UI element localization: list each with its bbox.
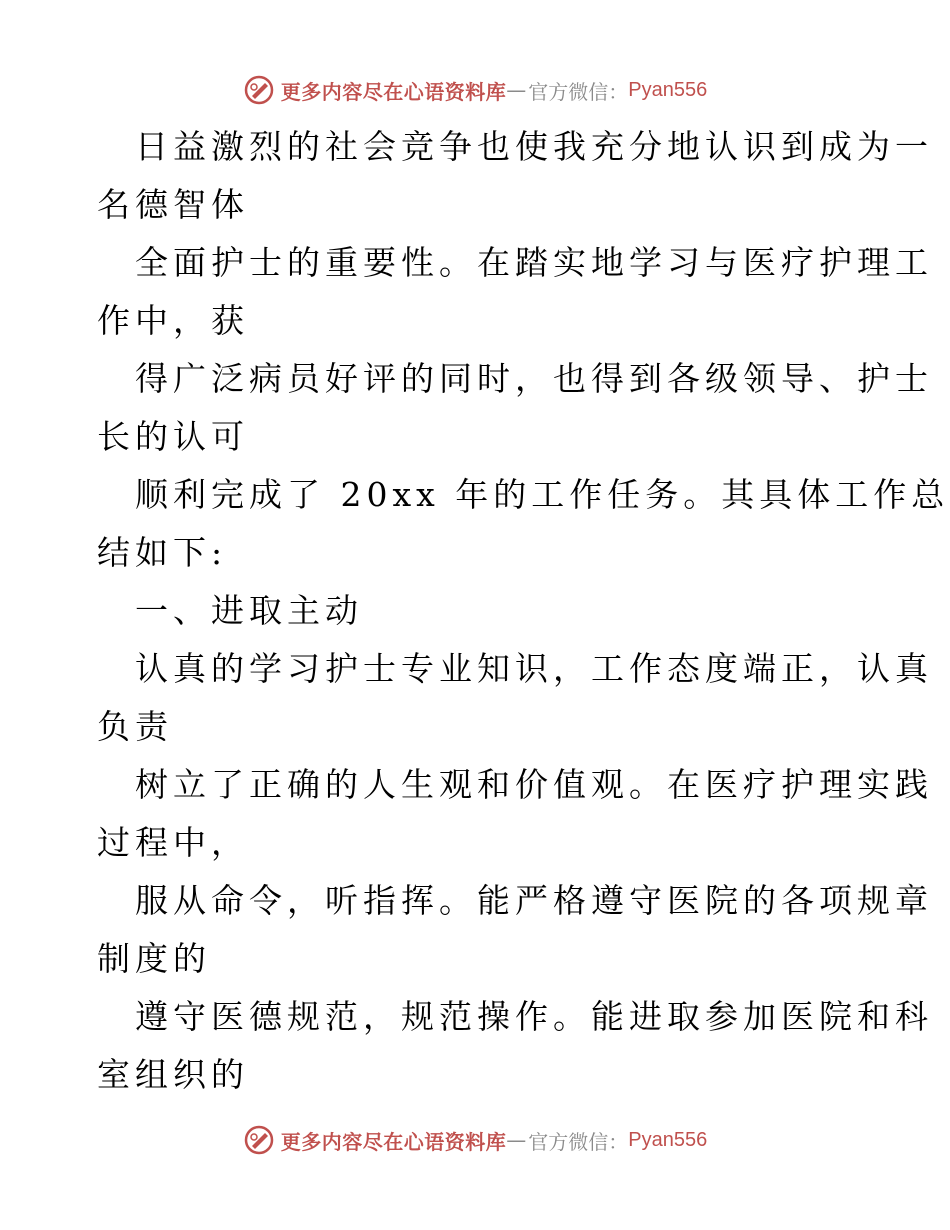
text-line: 认真的学习护士专业知识，工作态度端正，认真 (135, 649, 933, 688)
banner-wechat-handle: Pyan556 (628, 78, 708, 101)
banner-official-label: 官方微信： (528, 79, 629, 104)
stamp-logo-icon (243, 74, 275, 106)
stamp-logo-icon (243, 1124, 275, 1156)
text-line: 遵守医德规范，规范操作。能进取参加医院和科 (135, 997, 933, 1036)
document-body (97, 118, 950, 1104)
section-heading: 一、进取主动 (135, 591, 363, 630)
text-line: 结如下: (97, 533, 228, 572)
banner-brand: 更多内容尽在心语资料库 (280, 79, 507, 104)
text-line: 日益激烈的社会竞争也使我充分地认识到成为一 (135, 127, 933, 166)
text-line: 名德智体 (97, 185, 249, 224)
text-line: 全面护士的重要性。在踏实地学习与医疗护理工 (135, 243, 933, 282)
banner-official-label: 官方微信： (528, 1129, 629, 1154)
text-line: 服从命令，听指挥。能严格遵守医院的各项规章 (135, 881, 933, 920)
banner-brand: 更多内容尽在心语资料库 (280, 1129, 507, 1154)
text-line: 负责 (97, 707, 173, 746)
text-line: 得广泛病员好评的同时，也得到各级领导、护士 (135, 359, 933, 398)
header-banner (0, 70, 950, 110)
text-line: 树立了正确的人生观和价值观。在医疗护理实践 (135, 765, 933, 804)
banner-wechat-handle: Pyan556 (628, 1128, 708, 1151)
banner-dash: — (506, 1128, 527, 1152)
text-line: 长的认可 (97, 417, 249, 456)
text-line: 作中，获 (97, 301, 249, 340)
text-line: 室组织的 (97, 1055, 249, 1094)
text-line: 顺利完成了 20xx 年的工作任务。其具体工作总 (135, 475, 950, 514)
banner-dash: — (506, 78, 527, 102)
footer-banner (0, 1120, 950, 1160)
text-line: 过程中， (97, 823, 249, 862)
text-line: 制度的 (97, 939, 211, 978)
